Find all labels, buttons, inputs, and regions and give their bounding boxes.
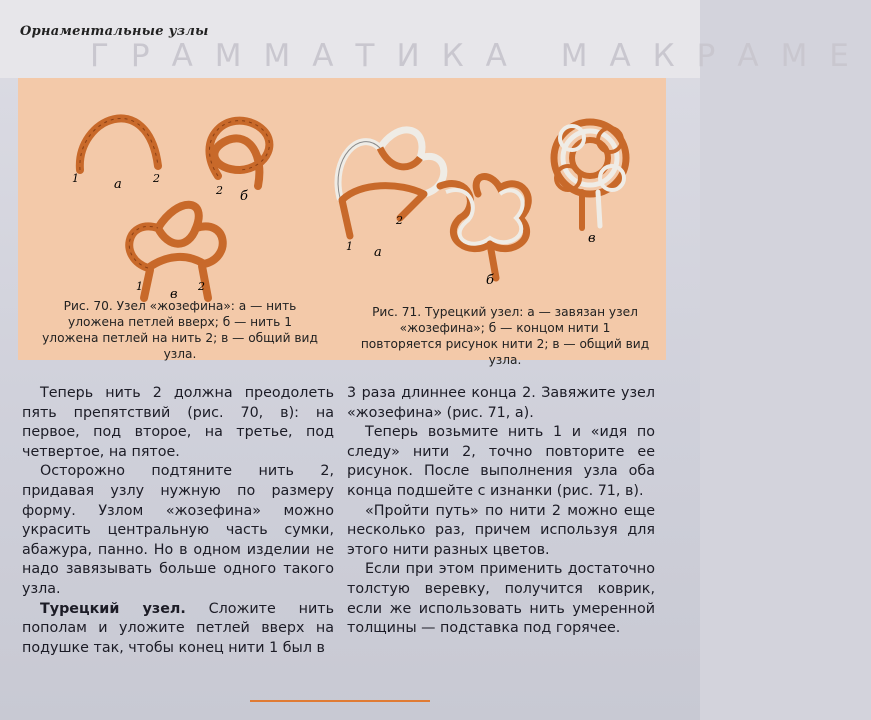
paragraph: «Пройти путь» по нити 2 можно еще несколько раз, причем используя для этого нити разных цветов. <box>347 502 655 558</box>
label-70b-2: 2 <box>216 184 223 197</box>
decorative-rule <box>250 700 430 702</box>
left-column <box>22 384 334 658</box>
figure-70-caption: Рис. 70. Узел «жозефина»: а — нить уложена петлей вверх; б — нить 1 уложена петлей на нить 2; в — общий вид узла. <box>42 299 318 361</box>
label-70a-letter: а <box>114 177 122 192</box>
paragraph-text: Сложите нить пополам и уложите петлей вверх на подушке так, чтобы конец нити 1 был в <box>22 600 334 656</box>
label-70v-letter: в <box>170 287 178 302</box>
rope-71v <box>554 122 626 228</box>
label-71b-letter: б <box>486 273 494 288</box>
label-71v-letter: в <box>588 231 596 246</box>
subheading-turkish-knot: Турецкий узел. <box>40 600 186 617</box>
paragraph: Если при этом применить достаточно толстую веревку, получится коврик, если же использовать нить умеренной толщины — подставка под горячее. <box>347 561 655 637</box>
rope-70b <box>209 121 269 186</box>
section-title: Орнаментальные узлы <box>20 24 209 39</box>
label-71a-1: 1 <box>346 240 353 253</box>
rope-71b <box>440 177 528 278</box>
paragraph: Теперь нить 2 должна преодолеть пять препятствий (рис. 70, в): на первое, под второе, на третье, под четвертое, на пятое. <box>22 385 334 460</box>
paragraph: Осторожно подтяните нить 2, придавая узлу нужную по размеру форму. Узлом «жозефина» можно украсить центральную часть сумки, абажура, панно. Но в одном изделии не надо завязывать больше одного такого узла. <box>22 463 334 597</box>
figure-71-caption: Рис. 71. Турецкий узел: а — завязан узел «жозефина»; б — концом нити 1 повторяется рисунок нити 2; в — общий вид узла. <box>360 305 650 367</box>
label-71a-letter: а <box>374 245 382 260</box>
ghost-title: ГРАММАТИКА МАКРАМЕ <box>90 38 871 74</box>
paragraph: 3 раза длиннее конца 2. Завяжите узел «жозефина» (рис. 71, а). <box>347 385 655 421</box>
paragraph: Теперь возьмите нить 1 и «идя по следу» нити 2, точно повторите ее рисунок. После выполнения узла оба конца подшейте с изнанки (рис. 71, в). <box>347 424 655 499</box>
label-70v-2: 2 <box>198 280 205 293</box>
label-70b-letter: б <box>240 189 248 204</box>
right-column <box>347 384 655 639</box>
label-70a-2: 2 <box>153 172 160 185</box>
label-70v-1: 1 <box>136 280 143 293</box>
label-70a-1: 1 <box>72 172 79 185</box>
paragraph <box>22 600 334 659</box>
rope-70a <box>80 118 158 170</box>
rope-70v <box>129 205 222 298</box>
rope-71a <box>338 130 444 236</box>
label-71a-2: 2 <box>396 214 403 227</box>
